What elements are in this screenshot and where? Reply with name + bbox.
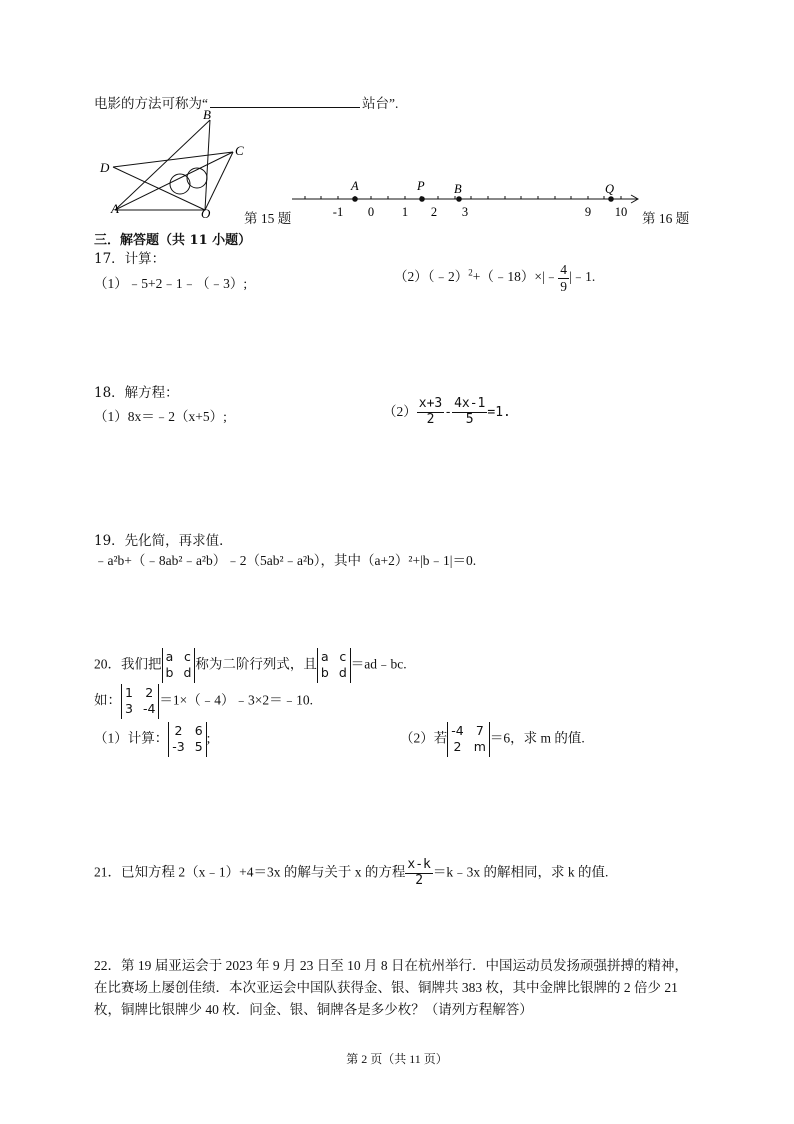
q20-intro xyxy=(94,648,407,683)
tick-label-1: 1 xyxy=(401,205,409,219)
tick-label-10: 10 xyxy=(614,205,628,219)
determinant-part1 xyxy=(168,722,206,757)
det-cell: -3 xyxy=(172,739,185,755)
det-cell: b xyxy=(320,665,329,681)
q18-frac-1 xyxy=(417,397,444,428)
det-cell: 7 xyxy=(475,723,484,738)
label-a: A xyxy=(351,179,359,193)
q22-line-1: 22．第 19 届亚运会于 2023 年 9 月 23 日至 10 月 8 日在杭州举行．中国运动员发扬顽强拼搏的精神， xyxy=(94,958,688,973)
frac-den: 5 xyxy=(465,411,474,427)
point-p xyxy=(419,196,425,202)
fig15-label-d: D xyxy=(100,160,110,175)
q17-part1: （1）﹣5+2﹣1﹣（﹣3）; xyxy=(94,276,248,291)
frac-num: 4x-1 xyxy=(454,396,486,411)
frac-den: 9 xyxy=(560,278,567,294)
q17-title: 17．计算： xyxy=(94,251,166,267)
figure-16-number-line xyxy=(288,175,644,220)
q18-frac-2 xyxy=(452,397,487,428)
q19-expression: ﹣a²b+（﹣8ab²﹣a²b）﹣2（5ab²﹣a²b），其中（a+2）²+|b﹣1|＝0. xyxy=(94,553,477,568)
q18-title: 18．解方程： xyxy=(94,385,179,401)
q22-line-2: 在比赛场上屡创佳绩．本次亚运会中国队获得金、银、铜牌共 383 枚，其中金牌比银牌的 2 倍少 21 xyxy=(94,980,678,995)
frac-den: 2 xyxy=(415,872,424,888)
det-cell: 6 xyxy=(194,723,203,738)
det-cell: -4 xyxy=(451,723,464,738)
q18-part1: （1）8x＝﹣2（x+5）; xyxy=(94,409,227,424)
determinant-abcd xyxy=(162,648,196,683)
q18-part2 xyxy=(383,397,511,428)
q18-p2-label: （2） xyxy=(383,403,417,419)
point-b xyxy=(456,196,462,202)
det-cell: 5 xyxy=(194,739,203,755)
frac-num: x-k xyxy=(407,857,431,872)
frac-den: 2 xyxy=(426,411,435,427)
q17-p2-c: |﹣1. xyxy=(568,269,596,285)
determinant-abcd-2 xyxy=(317,648,351,683)
q22-line-3: 枚，铜牌比银牌少 40 枚．问金、银、铜牌各是多少枚？（请列方程解答） xyxy=(94,1002,533,1017)
q20-example xyxy=(94,684,313,719)
q20-p1-label: （1）计算： xyxy=(94,730,169,746)
fig15-label-o: O xyxy=(201,206,211,221)
det-cell: 1 xyxy=(125,685,133,700)
q20-intro-b: 称为二阶行列式，且 xyxy=(195,656,317,672)
q21-b: ＝k﹣3x 的解相同，求 k 的值. xyxy=(432,864,609,880)
q17-fraction xyxy=(558,262,569,294)
det-cell: 3 xyxy=(125,701,133,717)
q20-ex-value: ＝1×（﹣4）﹣3×2＝﹣10. xyxy=(159,692,314,708)
q17-p2-b: +（﹣18）×|﹣ xyxy=(472,269,559,285)
q20-part1 xyxy=(94,722,210,757)
frac-num: 4 xyxy=(560,262,567,277)
tick-label-0: 0 xyxy=(367,205,375,219)
det-cell: d xyxy=(183,665,192,681)
q17-p2-sup: 2 xyxy=(468,267,473,278)
q20-ex-label: 如： xyxy=(94,692,121,708)
det-cell: -4 xyxy=(142,701,156,717)
figure-15 xyxy=(95,105,245,225)
det-cell: c xyxy=(339,649,347,664)
fig15-caption: 第 15 题 xyxy=(244,211,292,226)
det-cell: 2 xyxy=(145,685,154,700)
tick-label-neg1: -1 xyxy=(332,205,344,219)
q21-fraction xyxy=(405,858,432,889)
q20-p2-end: ＝6，求 m 的值. xyxy=(489,730,585,746)
fig15-label-b: B xyxy=(203,107,211,122)
q20-p1-end: ; xyxy=(206,730,211,746)
fig16-caption: 第 16 题 xyxy=(642,211,690,226)
label-b: B xyxy=(454,182,462,196)
q18-minus: - xyxy=(444,404,453,420)
det-cell: a xyxy=(165,649,174,664)
fig15-label-c: C xyxy=(235,143,244,158)
determinant-part2 xyxy=(447,722,490,757)
tick-label-9: 9 xyxy=(584,205,592,219)
tick-label-2: 2 xyxy=(430,205,438,219)
determinant-example xyxy=(121,684,159,719)
det-cell: 2 xyxy=(174,723,183,738)
q17-part2 xyxy=(394,262,595,294)
top-line-start: 电影的方法可称为“ xyxy=(94,96,208,111)
label-q: Q xyxy=(605,182,615,196)
tick-label-3: 3 xyxy=(461,205,469,219)
q22 xyxy=(94,955,688,1021)
q17-p2-a: （2）（﹣2） xyxy=(394,269,469,285)
fig15-label-a: A xyxy=(111,201,119,216)
det-cell: m xyxy=(473,739,486,755)
q20-intro-a: 20．我们把 xyxy=(94,656,162,672)
det-cell: b xyxy=(165,665,174,681)
q20-p2-label: （2）若 xyxy=(400,730,448,746)
q21-a: 21．已知方程 2（x﹣1）+4＝3x 的解与关于 x 的方程 xyxy=(94,864,406,880)
det-cell: d xyxy=(338,665,347,681)
q18-eq: =1. xyxy=(487,404,511,420)
top-line-end: 站台”. xyxy=(362,96,399,111)
page-footer: 第 2 页（共 11 页） xyxy=(346,1052,448,1066)
q21 xyxy=(94,858,608,889)
det-cell: a xyxy=(321,649,329,664)
point-a xyxy=(352,196,358,202)
q20-intro-c: ＝ad﹣bc. xyxy=(350,656,407,672)
q20-part2 xyxy=(400,722,585,757)
label-p: P xyxy=(417,179,425,193)
det-cell: c xyxy=(183,649,191,664)
point-q xyxy=(608,196,614,202)
section-heading: 三．解答题（共 11 小题） xyxy=(94,233,252,248)
det-cell: 2 xyxy=(453,739,462,755)
q19-title: 19．先化简，再求值． xyxy=(94,533,233,549)
frac-num: x+3 xyxy=(418,396,443,411)
